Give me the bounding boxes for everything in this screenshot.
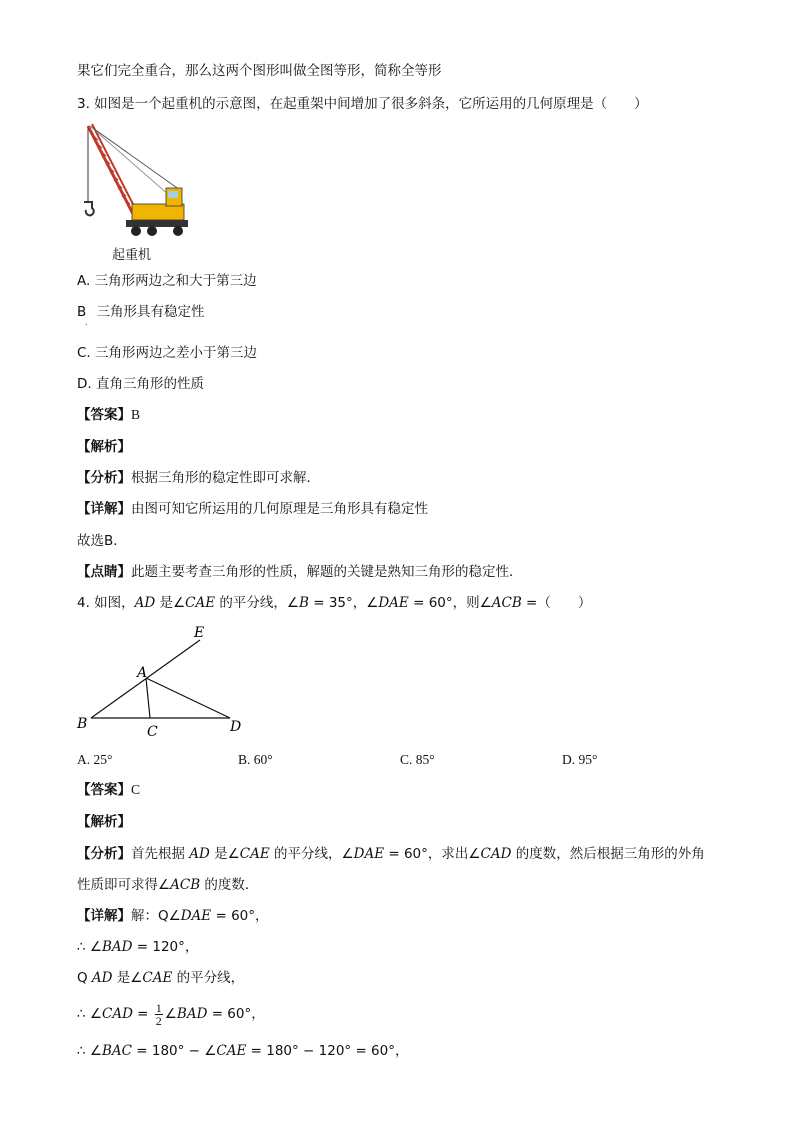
q3-option-c: C. 三角形两边之差小于第三边: [77, 345, 258, 361]
q3-answer: [77, 406, 140, 424]
q3-fenxi: [77, 469, 320, 487]
q3-fenxi-tag: 【分析】: [77, 470, 131, 486]
q4-fenxi-tag: 【分析】: [77, 846, 131, 862]
q4-stem-dae: DAE: [378, 595, 409, 611]
q4-s2-a: ∴ ∠: [77, 939, 102, 955]
q4-stem-pre: 4. 如图，: [77, 595, 135, 611]
q4-s3-a: Q: [77, 970, 92, 986]
q3-xiangjie-text: 由图可知它所运用的几何原理是三角形具有稳定性: [131, 501, 428, 517]
q3-dianjing: [77, 563, 523, 581]
q4-stem-mid: 是∠: [155, 595, 186, 611]
q4-s1-b: = 60°，: [211, 908, 269, 924]
line-ac: [146, 678, 150, 718]
q4-stem-b-val: = 35°，∠: [308, 595, 379, 611]
q3-option-b-letter: B: [77, 304, 87, 320]
q4-option-d: D. 95°: [562, 752, 598, 767]
q4-fenxi-a: 首先根据: [131, 846, 190, 862]
q4-fenxi-cad: CAD: [480, 846, 512, 862]
q4-fenxi-d: = 60°，求出∠: [384, 846, 481, 862]
q4-stem-mid2: 的平分线，∠: [215, 595, 299, 611]
q4-s1-a: 解：Q∠: [131, 908, 181, 924]
q4-s4-bad: BAD: [176, 1006, 208, 1022]
q4-option-c: C. 85°: [400, 752, 435, 767]
q3-fenxi-text: 根据三角形的稳定性即可求解．: [131, 470, 320, 486]
q3-option-b: [77, 303, 205, 321]
q4-analysis-tag: 【解析】: [77, 814, 131, 830]
q4-stem-dae-val: = 60°，则∠: [408, 595, 492, 611]
q4-s5-a: ∴ ∠: [77, 1043, 102, 1059]
q4-s4-b: =: [132, 1006, 153, 1022]
q4-s3-ad: AD: [91, 970, 113, 986]
q4-s1-dae: DAE: [180, 908, 212, 924]
label-b: B: [77, 716, 88, 732]
q4-xiangjie-tag: 【详解】: [77, 908, 131, 924]
q4-fenxi-line1: [77, 845, 705, 863]
q4-fenxi2-b: 的度数．: [200, 877, 259, 893]
q4-option-a: A. 25°: [77, 752, 113, 767]
q4-fenxi-line2: [77, 876, 258, 894]
q4-s2-b: = 120°，: [132, 939, 199, 955]
triangle-diagram: [70, 620, 260, 742]
q4-s4-c: ∠: [164, 1006, 177, 1022]
q4-answer: [77, 781, 140, 799]
q4-step5: [77, 1042, 409, 1060]
crane-figure: [76, 120, 191, 242]
q4-fenxi2-a: 性质即可求得∠: [77, 877, 171, 893]
q4-stem-cae: CAE: [185, 595, 216, 611]
q4-s3-b: 是∠: [112, 970, 143, 986]
q4-step4: [77, 1001, 265, 1027]
q4-s3-c: 的平分线，: [172, 970, 245, 986]
triangle-figure: [70, 620, 260, 742]
q3-stem: 3. 如图是一个起重机的示意图，在起重架中间增加了很多斜条，它所运用的几何原理是（ ）: [77, 96, 648, 112]
label-a: A: [137, 665, 148, 681]
q3-guxuan: 故选B．: [77, 533, 127, 549]
q4-stem-ad: AD: [134, 595, 156, 611]
fraction-denominator: 2: [155, 1013, 162, 1028]
q4-s2-bad: BAD: [101, 939, 133, 955]
half-fraction: [155, 1002, 163, 1027]
q4-fenxi-c: 的平分线，∠: [269, 846, 354, 862]
q4-stem-b: B: [299, 595, 309, 611]
q3-answer-value: B: [131, 407, 141, 422]
label-e: E: [194, 625, 205, 641]
q4-stem: [77, 594, 591, 612]
q4-stem-acb: ACB: [491, 595, 522, 611]
q4-s5-bac: BAC: [101, 1043, 132, 1059]
crane-caption: 起重机: [112, 248, 152, 263]
q3-answer-tag: 【答案】: [77, 407, 131, 423]
q3-dianjing-tag: 【点睛】: [77, 564, 131, 580]
q3-dianjing-text: 此题主要考查三角形的性质，解题的关键是熟知三角形的稳定性．: [131, 564, 523, 580]
q4-s5-b: = 180° − ∠: [131, 1043, 217, 1059]
q3-option-a: A. 三角形两边之和大于第三边: [77, 273, 257, 289]
label-c: C: [147, 724, 158, 740]
line-ad: [146, 678, 230, 718]
q4-s5-c: = 180° − 120° = 60°，: [246, 1043, 409, 1059]
q4-fenxi-e: 的度数，然后根据三角形的外角: [511, 846, 705, 862]
q4-stem-end: =（ ）: [521, 595, 592, 611]
q4-answer-value: C: [131, 782, 141, 797]
q4-step3: [77, 969, 244, 987]
label-d: D: [230, 719, 242, 735]
q4-s4-d: = 60°，: [207, 1006, 265, 1022]
q4-s4-cad: CAD: [101, 1006, 133, 1022]
fraction-numerator: 1: [155, 1000, 162, 1015]
q4-option-b: B. 60°: [238, 752, 273, 767]
q4-s4-a: ∴ ∠: [77, 1006, 102, 1022]
q4-step1: [77, 907, 269, 925]
q4-step2: [77, 938, 198, 956]
q4-answer-tag: 【答案】: [77, 782, 131, 798]
q4-s5-cae: CAE: [216, 1043, 247, 1059]
q4-fenxi-b: 是∠: [209, 846, 240, 862]
q3-option-b-text: 三角形具有稳定性: [96, 304, 205, 320]
q3-xiangjie-tag: 【详解】: [77, 501, 131, 517]
crane-illustration: [76, 120, 191, 242]
q4-fenxi2-acb: ACB: [170, 877, 201, 893]
q3-option-d: D. 直角三角形的性质: [77, 376, 204, 392]
q4-fenxi-ad: AD: [189, 846, 210, 862]
q4-s3-cae: CAE: [142, 970, 173, 986]
q3-xiangjie: [77, 500, 428, 518]
q3-option-b-dot: .: [85, 318, 88, 327]
intro-line: 果它们完全重合，那么这两个图形叫做全图等形，简称全等形: [77, 63, 442, 79]
q4-fenxi-cae: CAE: [239, 846, 270, 862]
q4-fenxi-dae: DAE: [353, 846, 385, 862]
q3-analysis-tag: 【解析】: [77, 439, 131, 455]
